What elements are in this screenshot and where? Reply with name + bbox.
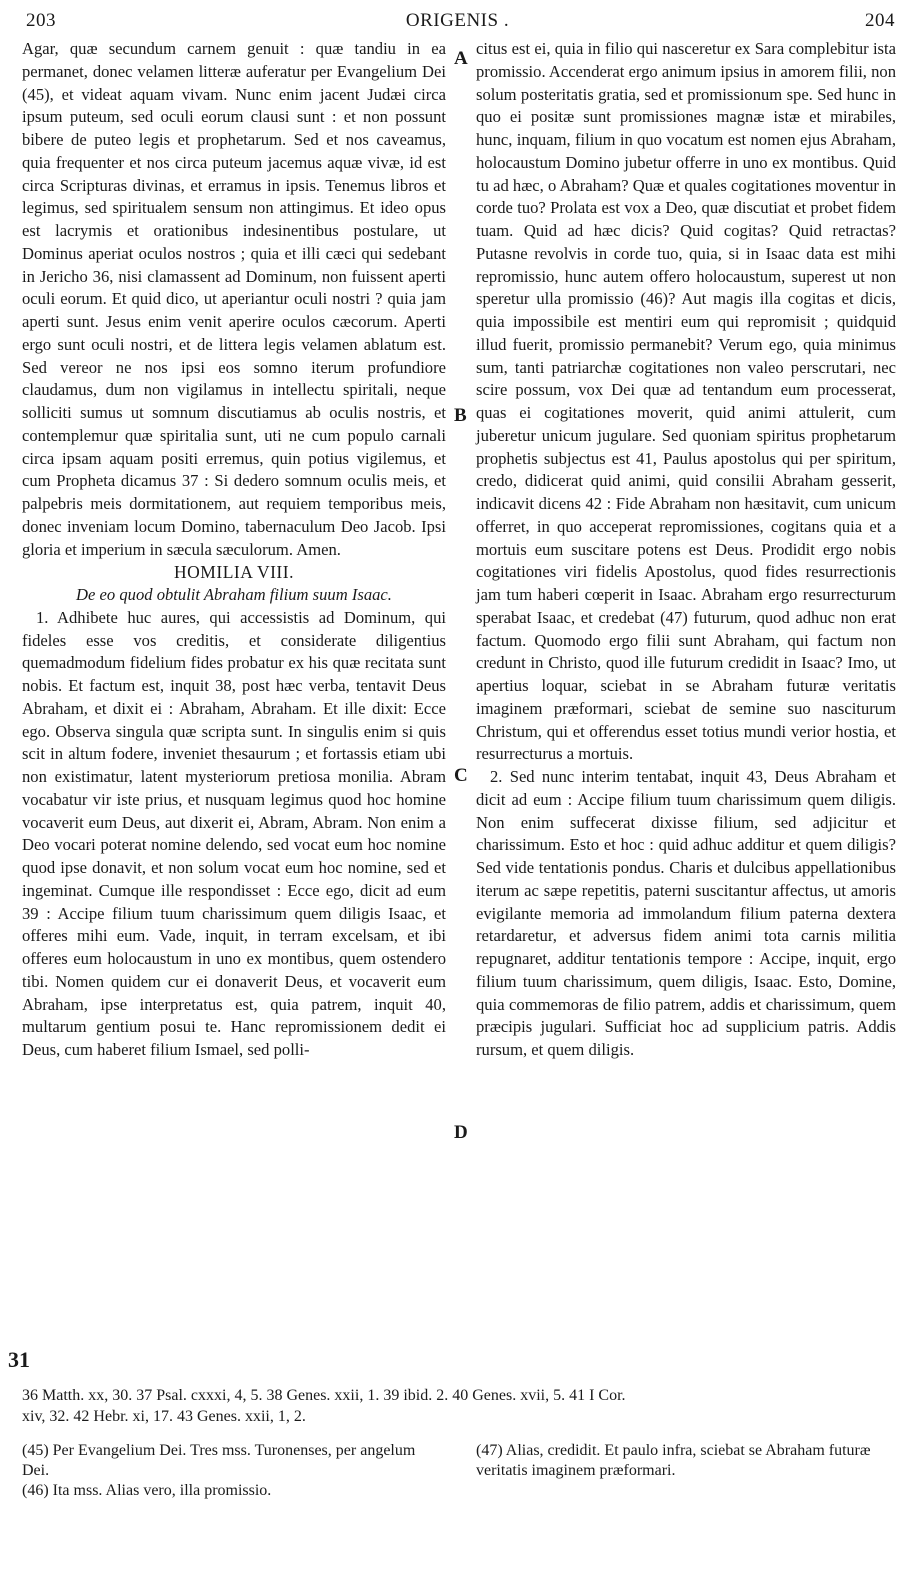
note-46: (46) Ita mss. Alias vero, illa promissio. (22, 1482, 272, 1499)
page-header (0, 4, 915, 34)
right-paragraph-1: citus est ei, quia in filio qui nasceretur ex Sara complebitur ista promissio. Accenderat ergo animum ipsius in amorem filii, non solum posteritatis gratia, sed et promissionum spe. Sed hunc in quo ei positæ sunt promissiones magnæ istæ et mirabiles, hunc, inquam, filium in quo vocatum est nomen ejus Abraham, holocaustum Domino jubetur offerre in uno ex montibus. Quid tu ad hæc, o Abraham? Quæ et quales cogitationes moventur in corde tuo? Prolata est vox a Deo, quæ discutiat et probet fidem tuam. Quid ad hæc dicis? Quid cogitas? Quid retractas? Putasne revolvis in corde tuo, quia, si in Isaac data est mihi repromissio, hunc autem offero holocaustum, superest ut non speretur ulla promissio (46)? Aut magis illa cogitas et dicis, quia impossibile est mentiri eum qui repromisit ; quidquid illud fuerit, promissio permanebit? Verum ego, quia minimus sum, tanti patriarchæ cogitationes non valeo perscrutari, nec scire possum, vox Dei quæ ad tentandum eum processerat, quas ei cogitationes moverit, quid animi attulerit, cum juberetur unicum jugulare. Sed quoniam spiritus prophetarum prophetis subjectus est 41, Paulus apostolus qui per spiritum, credo, didicerat quid animi, quid consilii Abraham gesserit, indicavit dicens 42 : Fide Abraham non hæsitavit, cum unicum offerret, in quo acceperat repromissiones, cogitans quia et a mortuis eum suscitare potens est Deus. Prodidit ergo nobis cogitationes viri fidelis Apostolus, quod fides resurrectionis jam tum haberi cœperit in Isaac. Abraham ergo resurrecturum sperabat Isaac, et credebat (47) futurum, quod adhuc non erat factum. Quomodo ergo filii sunt Abraham, qui factum non credunt in Christo, quod ille futurum credidit in Isaac? Imo, ut apertius loquar, sciebat in se Abraham futuræ veritatis imaginem præformari, sciebat de semine suo nasciturum Christum, qui et offerendus esset totius mundi verior hostia, et resurrecturus a mortuis. (476, 39, 896, 764)
scripture-refs-line-1: 36 Matth. xx, 30. 37 Psal. cxxxi, 4, 5. 38 Genes. xxii, 1. 39 ibid. 2. 40 Genes. xvii, 5. 41 I Cor. (22, 1387, 626, 1404)
notes-left (22, 1441, 446, 1501)
left-column (22, 38, 446, 1062)
scripture-refs-line-2: xiv, 32. 42 Hebr. xi, 17. 43 Genes. xxii, 1, 2. (22, 1408, 306, 1425)
notes-right (476, 1441, 896, 1481)
homily-subtitle: De eo quod obtulit Abraham filium suum Isaac. (76, 585, 392, 604)
left-paragraph-2: 1. Adhibete huc aures, qui accessistis ad Dominum, qui fideles esse vos creditis, et considerate diligentius quemadmodum fidelium fides probatur ex his quæ recitata sunt nobis. Et factum est, inquit 38, post hæc verba, tentavit Deus Abraham, et dixit ei : Abraham, Abraham. Et ille dixit: Ecce ego. Observa singula quæ scripta sunt. In singulis enim si quis scit in altum fodere, inveniet thesaurum ; et fortassis etiam ubi non existimatur, latent mysteriorum pretiosa monilia. Abram vocabatur vir iste prius, et nusquam legimus quod hoc homine vocaverit eum Deus, aut dixerit ei, Abram, Abram. Non enim a Deo vocari poterat nomine delendo, sed vocat eum hoc nomine quod ipse donavit, et non solum vocat eum hoc nomine, sed et ingeminat. Cumque ille respondisset : Ecce ego, dicit ad eum 39 : Accipe filium tuum charissimum quem diligis Isaac, et offeres mihi eum. Vade, inquit, in terram excelsam, et ibi offeres eum holocaustum in uno ex montibus, quem ostendero tibi. Nomen quidem cur ei donaverit Deus, et vocaverit eum Abraham, ipse interpretatus est, quia patrem, inquit 40, multarum gentium posui te. Hanc repromissionem dedit ei Deus, cum haberet filium Ismael, sed polli- (22, 607, 446, 1059)
margin-letter-b: B (454, 405, 467, 426)
page-number-left: 203 (26, 10, 56, 31)
note-45: (45) Per Evangelium Dei. Tres mss. Turonenses, per angelum Dei. (22, 1442, 416, 1479)
page-mark: 31 (8, 1347, 30, 1372)
left-paragraph-1: Agar, quæ secundum carnem genuit : quæ tandiu in ea permanet, donec velamen litteræ auferatur per Evangelium Dei (45), et videat aquam vivam. Nunc enim jacent Judæi circa ipsum puteum, sed oculi eorum clausi sunt : et non possunt bibere de puteo legis et prophetarum. Sed et nos caveamus, quia frequenter et nos circa puteum jacemus aquæ vivæ, id est circa Scripturas divinas, et erramus in ipsis. Tenemus libros et legimus, sed spiritualem sensum non attingimus. Et ideo opus est lacrymis et orationibus indesinentibus postulare, ut Dominus aperiat oculos nostros ; quia et illi cæci qui sedebant in Jericho 36, nisi clamassent ad Dominum, non fuissent aperti oculi eorum. Et quid dico, ut aperiantur oculi nostri ? quia jam aperti sunt. Jesus enim venit aperire oculos cæcorum. Aperti ergo sunt oculi nostri, et de littera legis velamen ablatum est. Sed vereor ne nos ipsi eos somno iterum profundiore claudamus, dum non vigilamus in intellectu spiritali, neque solliciti sumus ut somnum discutiamus ab oculis nostris, et contemplemur quæ spiritalia sunt, uti ne cum populo carnali circa ipsam aquam positi erremus, quin potius vigilemus, et cum Propheta dicamus 37 : Si dedero somnum oculis meis, et palpebris meis dormitationem, aut requiem temporibus meis, donec inveniam locum Domino, tabernaculum Deo Jacob. Ipsi gloria et imperium in sæcula sæculorum. Amen. (22, 39, 446, 559)
right-paragraph-2: 2. Sed nunc interim tentabat, inquit 43, Deus Abraham et dicit ad eum : Accipe filium tuum charissimum quem diligis. Non enim suffecerat dixisse filium, sed adjicitur et charissimum. Esto et hoc : quid adhuc additur et quem diligis? Sed vide tentationis pondus. Charis et dulcibus appellationibus iterum ac sæpe repetitis, paterni suscitantur affectus, ut amoris evigilante memoria ad immolandum filium paterna dextera retardaretur, et adversus fidem animi tota carnis militia repugnaret, additur tentationis tempore : Accipe, inquit, ergo filium tuum charissimum, quem diligis, Isaac. Esto, Domine, quia commemoras de filio patrem, addis et charissimum, quem præcipis jugulari. Sufficiat hoc ad supplicium patris. Addis rursum, et quem diligis. (476, 767, 896, 1059)
margin-letter-d: D (454, 1122, 468, 1143)
homily-title: HOMILIA VIII. (174, 562, 294, 583)
margin-letter-c: C (454, 765, 468, 786)
right-column (476, 38, 896, 1062)
note-47: (47) Alias, credidit. Et paulo infra, sciebat se Abraham futuræ veritatis imaginem præformari. (476, 1442, 871, 1479)
scripture-references (22, 1385, 902, 1427)
page-number-right: 204 (865, 10, 895, 31)
margin-letter-a: A (454, 48, 468, 69)
running-title: ORIGENIS . (405, 10, 510, 31)
